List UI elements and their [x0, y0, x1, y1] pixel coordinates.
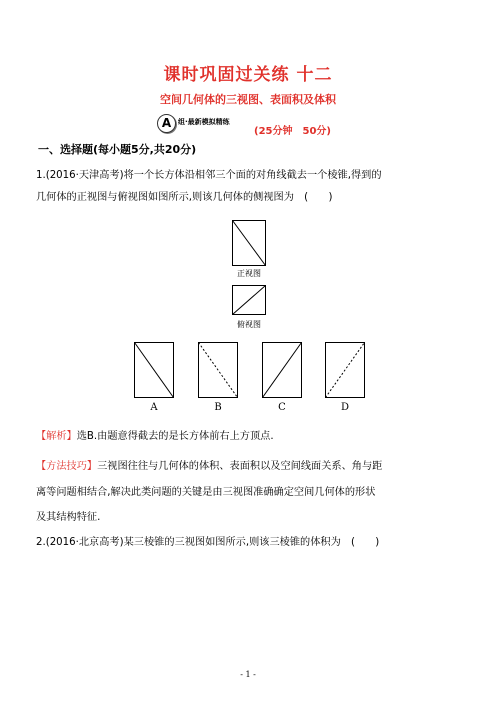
option-a-figure	[134, 342, 174, 398]
page-subtitle: 空间几何体的三视图、表面积及体积	[160, 93, 336, 106]
top-view-figure	[232, 285, 266, 315]
page-number: - 1 -	[240, 670, 256, 679]
method-tag: 【方法技巧】	[36, 461, 98, 472]
option-c-figure	[262, 342, 302, 398]
option-d-label: D	[340, 402, 350, 413]
method-text-1: 三视图往往与几何体的体积、表面积以及空间线面关系、角与距	[97, 461, 383, 472]
option-b-figure	[198, 342, 238, 398]
option-c-label: C	[278, 402, 286, 413]
top-view-diagonal	[233, 286, 266, 315]
method-line-1	[36, 456, 466, 478]
badge-text: 组·最新模拟精练	[178, 118, 230, 126]
option-d-dashed-diagonal	[326, 343, 365, 398]
option-a-diagonal	[135, 343, 174, 398]
front-view-figure	[232, 220, 266, 266]
analysis-tag: 【解析】	[36, 431, 77, 442]
section-heading: 一、选择题(每小题5分,共20分)	[38, 143, 197, 156]
option-b-label: B	[214, 402, 222, 413]
front-view-label: 正视图	[237, 269, 261, 278]
question-1-line-1: 1.(2016·天津高考)将一个长方体沿相邻三个面的对角线截去一个棱锥,得到的	[36, 170, 382, 181]
top-view-label: 俯视图	[237, 320, 261, 329]
option-b-dashed-diagonal	[199, 343, 238, 398]
analysis-text: 选B.由题意得截去的是长方体前右上方顶点.	[76, 431, 274, 442]
badge-letter: A	[157, 114, 176, 133]
method-line-2: 离等问题相结合,解决此类问题的关键是由三视图准确确定空间几何体的形状	[36, 487, 376, 498]
front-view-diagonal	[233, 221, 266, 266]
option-d-figure	[325, 342, 365, 398]
analysis-line	[36, 426, 466, 448]
question-1-line-2: 几何体的正视图与俯视图如图所示,则该几何体的侧视图为 ( )	[36, 192, 333, 203]
option-c-diagonal	[263, 343, 302, 398]
page-title: 课时巩固过关练 十二	[163, 65, 333, 85]
question-2: 2.(2016·北京高考)某三棱锥的三视图如图所示,则该三棱锥的体积为 ( )	[36, 537, 380, 548]
option-a-label: A	[150, 402, 158, 413]
time-score: (25分钟 50分)	[254, 126, 331, 137]
method-line-3: 及其结构特征.	[36, 512, 101, 523]
